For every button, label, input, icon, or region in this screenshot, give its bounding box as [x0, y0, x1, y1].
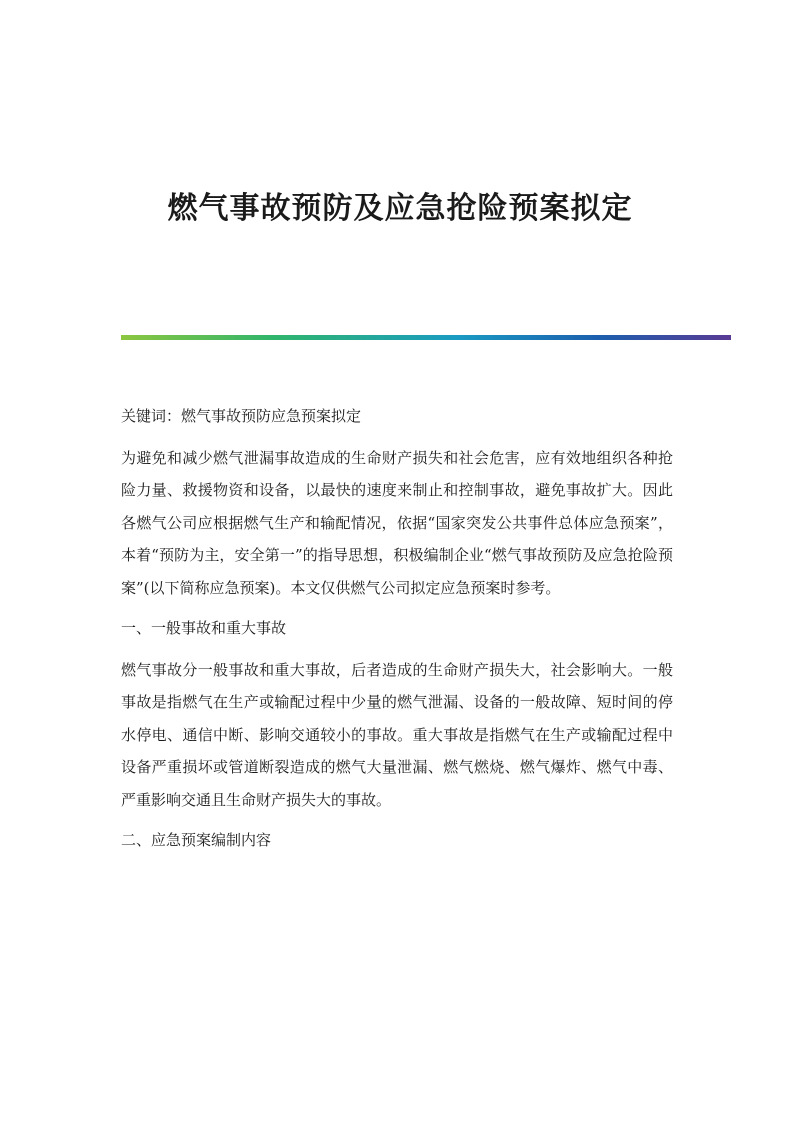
- keywords-line: 关键词：燃气事故预防应急预案拟定: [121, 407, 362, 425]
- section-heading-2: 二、应急预案编制内容: [121, 831, 272, 849]
- document-title: 燃气事故预防及应急抢险预案拟定: [167, 191, 633, 226]
- document-body: [121, 400, 673, 866]
- section-heading-1: 一、一般事故和重大事故: [121, 619, 287, 637]
- section-1-paragraph: 燃气事故分一般事故和重大事故，后者造成的生命财产损失大，社会影响大。一般事故是指燃气在生产或输配过程中少量的燃气泄漏、设备的一般故障、短时间的停水停电、通信中断、影响交通较小的事故。重大事故是指燃气在生产或输配过程中设备严重损坏或管道断裂造成的燃气大量泄漏、燃气燃烧、燃气爆炸、燃气中毒、严重影响交通且生命财产损失大的事故。: [121, 660, 673, 809]
- intro-paragraph: 为避免和减少燃气泄漏事故造成的生命财产损失和社会危害，应有效地组织各种抢险力量、救援物资和设备，以最快的速度来制止和控制事故，避免事故扩大。因此各燃气公司应根据燃气生产和输配情况，依据“国家突发公共事件总体应急预案”，本着“预防为主，安全第一”的指导思想，积极编制企业“燃气事故预防及应急抢险预案”(以下简称应急预案)。本文仅供燃气公司拟定应急预案时参考。: [121, 448, 673, 597]
- title-divider: [121, 335, 731, 340]
